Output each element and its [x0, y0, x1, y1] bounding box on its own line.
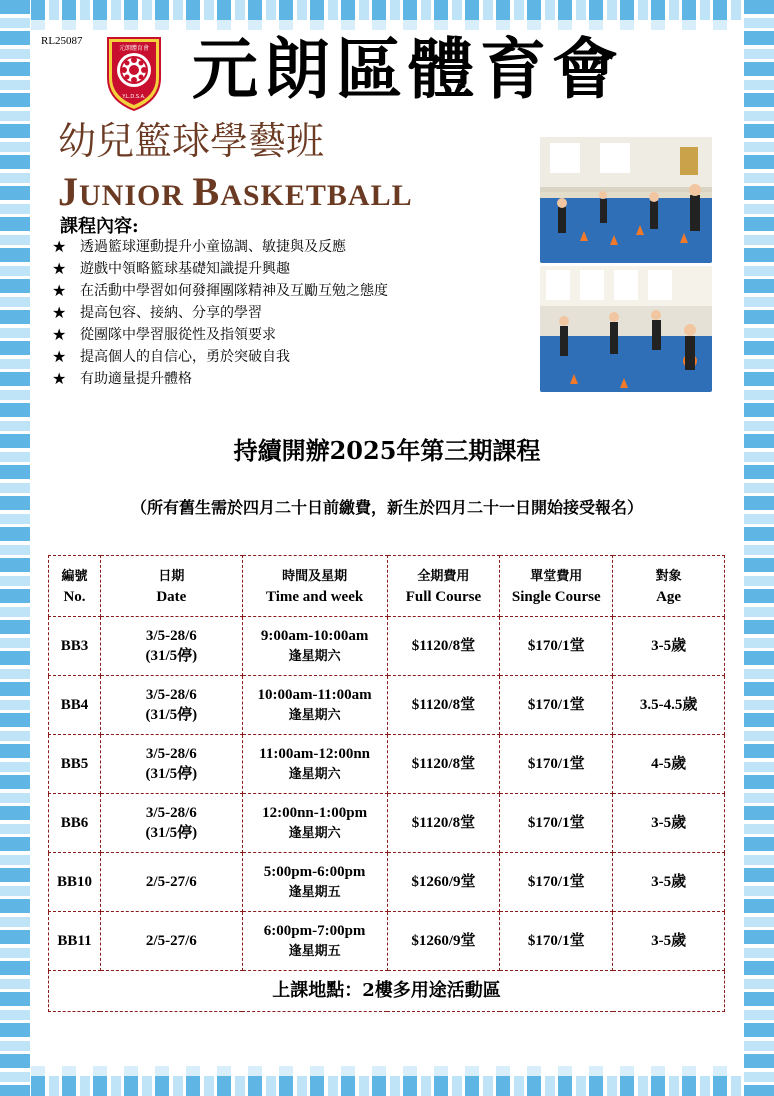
- header-single-course: 單堂費用 Single Course: [500, 556, 613, 617]
- cell-date: 3/5-28/6 (31/5停): [100, 676, 242, 735]
- cell-time: 5:00pm-6:00pm 逢星期五: [242, 853, 387, 912]
- table-row: [49, 676, 725, 735]
- cell-time: 10:00am-11:00am 逢星期六: [242, 676, 387, 735]
- header-time: 時間及星期 Time and week: [242, 556, 387, 617]
- cell-date: 3/5-28/6 (31/5停): [100, 735, 242, 794]
- table-row: [49, 853, 725, 912]
- cell-single-fee: $170/1堂: [500, 912, 613, 971]
- cell-single-fee: $170/1堂: [500, 676, 613, 735]
- header-age: 對象 Age: [613, 556, 725, 617]
- course-schedule-table: [48, 555, 725, 1012]
- list-item: ★ 提高包容、接納、分享的學習: [52, 303, 262, 322]
- star-icon: ★: [52, 369, 67, 388]
- cell-date: 2/5-27/6: [100, 853, 242, 912]
- venue-info: 上課地點：2樓多用途活動區: [49, 971, 725, 1012]
- cell-age: 3-5歲: [613, 853, 725, 912]
- cell-full-fee: $1260/9堂: [387, 853, 500, 912]
- star-icon: ★: [52, 281, 67, 300]
- table-row: [49, 912, 725, 971]
- cell-date: 3/5-28/6 (31/5停): [100, 617, 242, 676]
- cell-full-fee: $1120/8堂: [387, 794, 500, 853]
- decorative-border-bottom: [0, 1066, 774, 1096]
- cell-time: 12:00nn-1:00pm 逢星期六: [242, 794, 387, 853]
- table-row: [49, 735, 725, 794]
- cell-full-fee: $1120/8堂: [387, 676, 500, 735]
- star-icon: ★: [52, 237, 67, 256]
- organization-title: 元朗區體育會: [192, 30, 624, 108]
- venue-row: [49, 971, 725, 1012]
- cell-age: 3-5歲: [613, 912, 725, 971]
- cell-no: BB10: [49, 853, 101, 912]
- kids-basketball-drills-photo: [540, 266, 712, 392]
- header-full-course: 全期費用 Full Course: [387, 556, 500, 617]
- course-title-en: JUNIOR BASKETBALL: [58, 169, 413, 214]
- content-heading: 課程內容:: [60, 216, 139, 237]
- decorative-border-top: [0, 0, 774, 30]
- cell-single-fee: $170/1堂: [500, 617, 613, 676]
- header-no: 編號 No.: [49, 556, 101, 617]
- cell-no: BB6: [49, 794, 101, 853]
- cell-age: 3-5歲: [613, 617, 725, 676]
- cell-time: 11:00am-12:00nn 逢星期六: [242, 735, 387, 794]
- cell-date: 2/5-27/6: [100, 912, 242, 971]
- list-item: ★ 提高個人的自信心，勇於突破自我: [52, 347, 290, 366]
- logo-text: 元朗體育會: [118, 45, 150, 52]
- cell-age: 4-5歲: [613, 735, 725, 794]
- cell-full-fee: $1120/8堂: [387, 735, 500, 794]
- table-row: [49, 794, 725, 853]
- table-row: [49, 617, 725, 676]
- course-title-zh: 幼兒籃球學藝班: [58, 119, 325, 163]
- list-item: ★ 有助適量提升體格: [52, 369, 192, 388]
- document-code: RL25087: [41, 35, 83, 47]
- header-date: 日期 Date: [100, 556, 242, 617]
- kids-basketball-training-photo: [540, 137, 712, 263]
- course-content-list: [52, 236, 388, 390]
- star-icon: ★: [52, 325, 67, 344]
- list-item: ★ 從團隊中學習服從性及指領要求: [52, 325, 276, 344]
- enrollment-notice: （所有舊生需於四月二十日前繳費，新生於四月二十一日開始接受報名）: [130, 498, 643, 517]
- cell-no: BB11: [49, 912, 101, 971]
- cell-single-fee: $170/1堂: [500, 735, 613, 794]
- star-icon: ★: [52, 347, 67, 366]
- decorative-border-right: [744, 0, 774, 1096]
- star-icon: ★: [52, 259, 67, 278]
- cell-no: BB5: [49, 735, 101, 794]
- cell-date: 3/5-28/6 (31/5停): [100, 794, 242, 853]
- logo-initials: Y.L.D.S.A.: [122, 94, 146, 100]
- term-headline: 持續開辦2025年第三期課程: [233, 436, 541, 465]
- decorative-border-left: [0, 0, 30, 1096]
- cell-time: 6:00pm-7:00pm 逢星期五: [242, 912, 387, 971]
- list-item: ★ 透過籃球運動提升小童協調、敏捷與及反應: [52, 237, 346, 256]
- cell-single-fee: $170/1堂: [500, 853, 613, 912]
- star-icon: ★: [52, 303, 67, 322]
- association-emblem-logo: [100, 34, 168, 112]
- cell-age: 3.5-4.5歲: [613, 676, 725, 735]
- cell-time: 9:00am-10:00am 逢星期六: [242, 617, 387, 676]
- cell-no: BB3: [49, 617, 101, 676]
- list-item: ★ 在活動中學習如何發揮團隊精神及互勵互勉之態度: [52, 281, 388, 300]
- cell-single-fee: $170/1堂: [500, 794, 613, 853]
- list-item: ★ 遊戲中領略籃球基礎知識提升興趣: [52, 259, 290, 278]
- cell-age: 3-5歲: [613, 794, 725, 853]
- cell-full-fee: $1260/9堂: [387, 912, 500, 971]
- cell-full-fee: $1120/8堂: [387, 617, 500, 676]
- cell-no: BB4: [49, 676, 101, 735]
- table-header-row: [49, 556, 725, 617]
